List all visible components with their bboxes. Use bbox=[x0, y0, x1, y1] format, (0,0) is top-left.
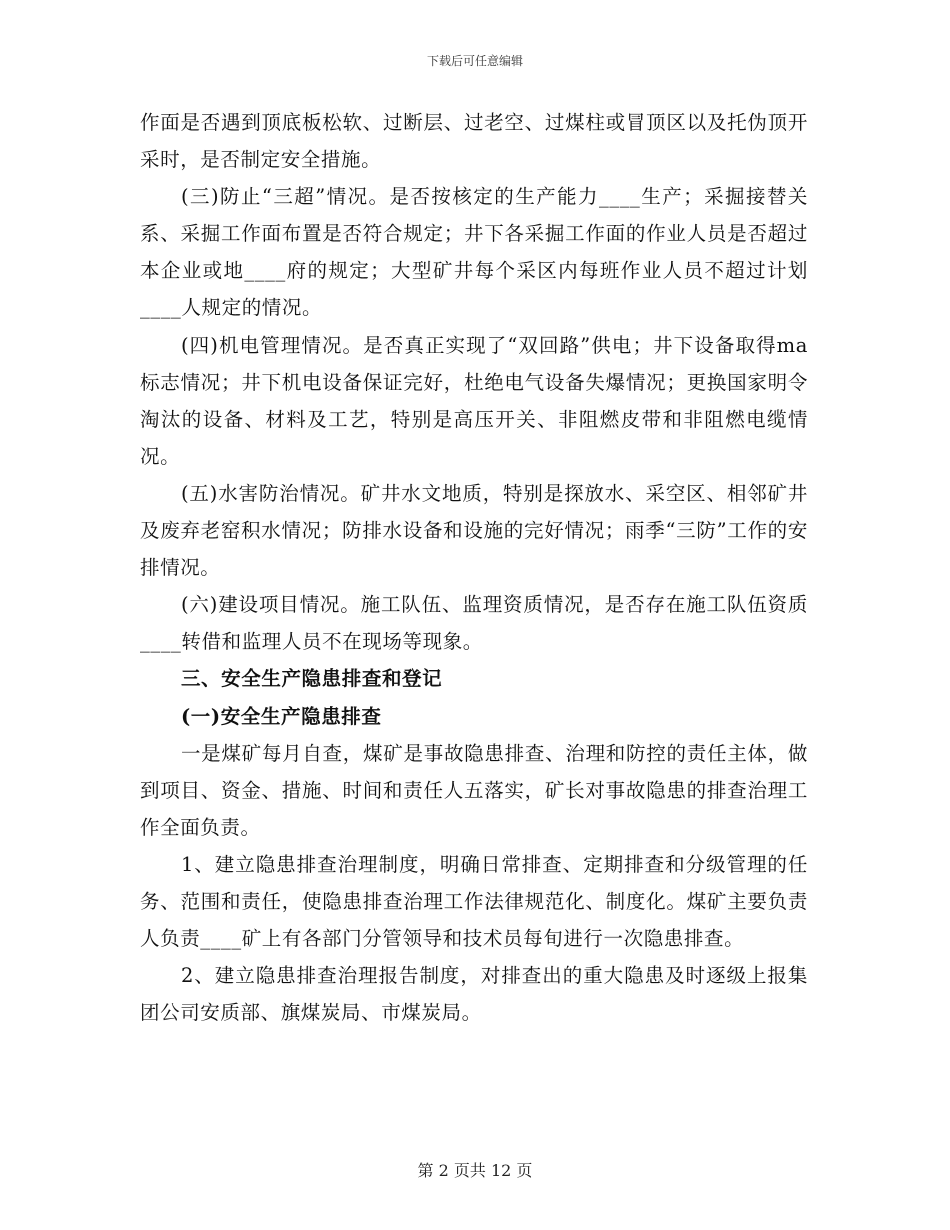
paragraph-item-1: 1、建立隐患排查治理制度，明确日常排查、定期排查和分级管理的任务、范围和责任，使隐患排查治理工作法律规范化、制度化。煤矿主要负责人负责____矿上有各部门分管领导和技术员每旬进行一次隐患排查。 bbox=[140, 852, 808, 951]
subsection-heading: (一)安全生产隐患排查 bbox=[180, 704, 382, 728]
page-header: 下载后可任意编辑 bbox=[426, 54, 523, 68]
paragraph-continuation: 作面是否遇到顶底板松软、过断层、过老空、过煤柱或冒顶区以及托伪顶开采时，是否制定安全措施。 bbox=[140, 111, 808, 172]
paragraph-three-super: (三)防止“三超”情况。是否按核定的生产能力____生产；采掘接替关系、采掘工作面布置是否符合规定；井下各采掘工作面的作业人员是否超过本企业或地____府的规定；大型矿井每个采区内每班作业人员不超过计划____人规定的情况。 bbox=[140, 185, 808, 320]
section-heading: 三、安全生产隐患排查和登记 bbox=[180, 667, 443, 691]
paragraph-item-2: 2、建立隐患排查治理报告制度，对排查出的重大隐患及时逐级上报集团公司安质部、旗煤炭局、市煤炭局。 bbox=[140, 964, 808, 1025]
page-number: 第 2 页共 12 页 bbox=[417, 1161, 533, 1180]
paragraph-construction-project: (六)建设项目情况。施工队伍、监理资质情况，是否存在施工队伍资质____转借和监理人员不在现场等现象。 bbox=[140, 593, 808, 654]
document-body bbox=[140, 104, 808, 1031]
paragraph-water-hazard: (五)水害防治情况。矿井水文地质，特别是探放水、采空区、相邻矿井及废弃老窑积水情况；防排水设备和设施的完好情况；雨季“三防”工作的安排情况。 bbox=[140, 481, 808, 580]
paragraph-monthly-self-check: 一是煤矿每月自查，煤矿是事故隐患排查、治理和防控的责任主体，做到项目、资金、措施、时间和责任人五落实，矿长对事故隐患的排查治理工作全面负责。 bbox=[140, 741, 808, 839]
paragraph-electromechanical: (四)机电管理情况。是否真正实现了“双回路”供电；井下设备取得ma标志情况；井下机电设备保证完好，杜绝电气设备失爆情况；更换国家明令淘汰的设备、材料及工艺，特别是高压开关、非阻燃皮带和非阻燃电缆情况。 bbox=[140, 333, 808, 468]
